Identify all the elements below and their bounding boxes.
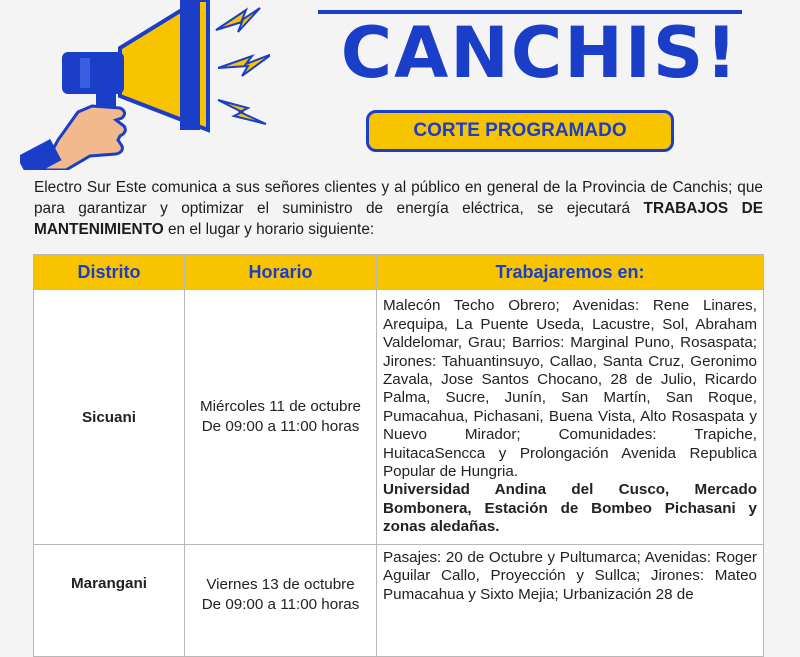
district-cell: Sicuani bbox=[34, 290, 185, 545]
schedule-table bbox=[33, 254, 764, 657]
district-cell: Marangani bbox=[34, 545, 185, 657]
table-header-row bbox=[34, 255, 764, 290]
locations-cell bbox=[377, 290, 764, 545]
table-row bbox=[34, 545, 764, 657]
schedule-date: Viernes 13 de octubre bbox=[206, 576, 355, 593]
lightning-icon bbox=[216, 8, 270, 124]
hand-icon bbox=[20, 106, 125, 170]
header-schedule: Horario bbox=[185, 255, 377, 290]
locations-bold-text: Universidad Andina del Cusco, Mercado Bombonera, Estación de Bombeo Pichasani y zonas aledañas. bbox=[383, 481, 757, 536]
intro-text-2: en el lugar y horario siguiente: bbox=[163, 221, 375, 238]
intro-bold: TRABAJOS DE MANTENIMIENTO bbox=[34, 200, 763, 238]
status-badge: CORTE PROGRAMADO bbox=[366, 110, 674, 152]
schedule-time: De 09:00 a 11:00 horas bbox=[201, 418, 360, 435]
header-locations: Trabajaremos en: bbox=[377, 255, 764, 290]
table-row bbox=[34, 290, 764, 545]
schedule-date: Miércoles 11 de octubre bbox=[200, 398, 361, 415]
locations-cell bbox=[377, 545, 764, 657]
intro-paragraph bbox=[34, 177, 763, 240]
megaphone-icon bbox=[20, 0, 270, 170]
locations-text: Pasajes: 20 de Octubre y Pultumarca; Avenidas: Roger Aguilar Callo, Proyección y Sullca; Jirones: Mateo Pumacahua y Sixto Mejia; Urbanización 28 de bbox=[383, 549, 757, 603]
header-district: Distrito bbox=[34, 255, 185, 290]
locations-text: Malecón Techo Obrero; Avenidas: Rene Linares, Arequipa, La Puente Useda, Lacustre, Sol, Abraham Valdelomar, Grau; Barrios: Marginal Puno, Rosaspata; Jirones: Tahuantinsuyo, Callao, Santa Cruz, Geronimo Zavala, Jose Santos Chocano, 28 de Julio, Ricardo Palma, Sucre, Junín, San Martín, San Roque, Pumacahua, Pichasani, Buena Vista, Alto Rosaspata y Nuevo Mirador; Comunidades: Trapiche, HuitacaSencca y Prolongación Avenida Republica Popular de Hungria. bbox=[383, 297, 757, 481]
schedule-time: De 09:00 a 11:00 horas bbox=[201, 596, 360, 613]
schedule-cell bbox=[185, 545, 377, 657]
schedule-cell bbox=[185, 290, 377, 545]
page-title: CANCHIS! bbox=[340, 12, 740, 94]
intro-text-1: Electro Sur Este comunica a sus señores clientes y al público en general de la Provincia de Canchis; que para garantizar y optimizar el suministro de energía eléctrica, se ejecutará bbox=[34, 179, 763, 217]
